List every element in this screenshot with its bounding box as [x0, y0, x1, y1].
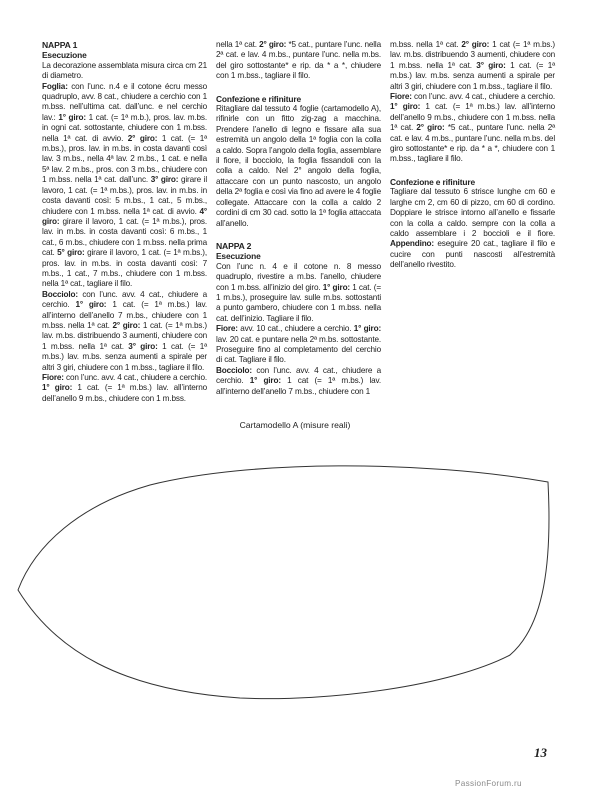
step-text: Tagliare dal tessuto 6 strisce lunghe cm 60 e larghe cm 2, cm 60 di pizzo, cm 60 di cordino. Doppiare le strisce intorno all’anello e fissarle con la colla a caldo. sempre con la colla a caldo assemblare i 2 boccioli e il fiore. — [390, 187, 555, 238]
bocciolo-paragraph — [42, 290, 207, 373]
step-label: 2° giro: — [461, 40, 493, 49]
step-label: 3° giro: — [150, 175, 181, 185]
leaf-shape — [18, 466, 549, 699]
step-label: Fiore: — [390, 92, 414, 102]
step-label: 5° giro: — [57, 248, 88, 258]
step-label: 1° giro: — [322, 282, 353, 292]
step-text: 1 cat. (= 1ª m.bs.) lav. all’interno dell’anello 9 m.bs., chiudere con 1 m.bss. nella 1ª cat. — [390, 102, 556, 133]
step-label: 2° giro: — [112, 320, 143, 330]
step-label: 3° giro: — [476, 60, 511, 70]
confezione-paragraph-right — [390, 187, 555, 270]
continued-bold: 2° giro: — [259, 40, 289, 49]
step-text: 1 cat. (= 1ª m.bs.) lav. m.bs. senza aumenti a spirale per altri 3 giri, chiudere con 1 m.bss., tagliare il filo. — [390, 60, 556, 91]
foglia-paragraph — [42, 82, 207, 290]
step-text: 1 cat. (= 1ª m.bs.) lav. all’interno dell’anello 9 m.bs., chiudere con 1 m.bss. — [42, 383, 208, 403]
column-right — [390, 40, 555, 271]
step-label: 2° giro: — [416, 123, 448, 133]
step-label: Foglia: — [42, 81, 72, 91]
subsection-esecuzione-2: Esecuzione — [216, 251, 261, 262]
step-label: 1° giro: — [75, 300, 113, 310]
step-text: 1 cat. (= 1ª m.bs.) lav. all’interno dell’anello 7 m.bs., chiudere con 1 m.bss. nella 1ª cat. — [42, 300, 207, 330]
step-label: 1° giro: — [58, 112, 89, 122]
step-text: eseguire 20 cat., tagliare il filo e cucire con punti nascosti all’estremità dell’anello rivestito. — [390, 239, 555, 270]
continued-text: nella 1ª cat. — [216, 40, 260, 49]
step-text: avv. 10 cat., chiudere a cerchio. — [240, 324, 354, 334]
watermark: PassionForum.ru — [455, 779, 522, 788]
step-text: con l’unc. avv. 4 cat., chiudere a cerchio. — [216, 365, 381, 386]
step-text: 1 cat. (= 1ª m.bs.) lav. m.bs. senza aumenti a spirale per altri 3 giri, chiudere con 1 m.bss., tagliare il filo. — [42, 341, 208, 372]
fiore2-paragraph — [216, 324, 381, 366]
step-text: 1 cat (= 1ª m.bs.) lav. all’interno dell’anello 7 m.bs., chiudere con 1 — [216, 376, 381, 396]
column-left — [42, 40, 207, 404]
step-text: con l’unc. avv. 4 cat., chiudere a cerchio. — [414, 92, 555, 102]
section-title-nappa-1: NAPPA 1 — [42, 40, 78, 50]
step-text: Con l’unc n. 4 e il cotone n. 8 messo quadruplo, rivestire a m.bs. l’anello, chiudere con 1 m.bss. all’inizio del giro. — [216, 261, 381, 292]
fiore-paragraph-right — [390, 92, 555, 165]
leaf-pattern-outline — [0, 440, 590, 740]
step-label: 3° giro: — [128, 341, 163, 351]
intro2-paragraph — [216, 262, 381, 324]
step-text: 1 cat. (= 1 m.bs.), proseguire lav. sulle m.bs. sottostanti a punto gambero, chiudere con 1 m.bss. nella cat. dell’inizio. Tagliare il filo. — [216, 282, 381, 323]
step-label: 4° giro: — [42, 206, 207, 226]
bocciolo2-paragraph — [216, 366, 381, 397]
pattern-caption: Cartamodello A (misure reali) — [239, 420, 351, 430]
step-label: 1° giro: — [353, 324, 382, 334]
step-text: con l’unc. avv. 4 cat., chiudere a cerchio. — [42, 289, 207, 310]
confezione-title-right: Confezione e rifiniture — [390, 176, 475, 187]
step-label: Bocciolo: — [42, 289, 83, 299]
step-label: 2° giro: — [127, 133, 162, 143]
step-text: 1 cat. (= 1ª m.bs.), pros. lav. in m.bs. in costa davanti così lav. 3 m.bs., nella 4ª lav. 2 m.bs., 1 cat. e nella 5ª lav. 2 m.bs., pros. con 3 m.bs., chiudere con 1 m.bss. nella 1ª cat. dall’unc. — [42, 133, 207, 185]
step-text: con l’unc. avv. 4 cat., chiudere a cerchio. — [66, 373, 207, 382]
step-text: 1 cat. (= 1ª m.bs.) lav. m.bs. distribuendo 3 aumenti, chiudere con 1 m.bss. nella 1ª cat. — [42, 320, 208, 351]
step-text: lav. 20 cat. e puntare nella 2ª m.bs. sottostante. Proseguire fino al completamento del cerchio di cat. Tagliare il filo. — [216, 334, 381, 365]
step-label: Appendino: — [390, 239, 438, 249]
step-text: m.bss. nella 1ª cat. — [390, 40, 462, 49]
step-text: girare il lavoro, 1 cat. (= 1ª m.bs.), pros. lav. in m.bs. in costa davanti così: 7 m.bs., 1 cat., 7 m.bs., chiudere con 1 m.bss. nella 1ª cat., tagliare il filo. — [42, 248, 207, 289]
continued-paragraph-right — [390, 40, 555, 92]
continued-paragraph — [216, 40, 381, 82]
continued-text-2: *5 cat., puntare l’unc. nella 2ª cat. e lav. 4 m.bs., puntare l’unc. nella m.bs. del giro sottostante* e rip. da * a *, chiudere con 1 m.bss., tagliare il filo. — [216, 40, 381, 81]
step-text: girare il lavoro, 1 cat. (= 1ª m.bs.), pros. lav. in m.bs. in costa davanti così: 6 m.bs., 1 cat., 6 m.bs., chiudere con 1 m.bss. nella prima cat. — [42, 216, 207, 258]
step-text: con l’unc. n.4 e il cotone écru messo quadruplo, avv. 8 cat., chiudere a cerchio con 1 m.bss. nell’ultima cat. dall’unc. e nel cerchio lav.: — [42, 81, 207, 122]
step-text: 1 cat. (= 1ª m.b.), pros. lav. m.bs. in ogni cat. sottostante, chiudere con 1 m.bss. nella 1ª cat. di avvio. — [42, 112, 207, 143]
column-middle — [216, 40, 381, 397]
step-label: Fiore: — [216, 324, 241, 334]
step-label: 1° giro: — [42, 383, 78, 393]
confezione-paragraph: Ritagliare dal tessuto 4 foglie (cartamodello A), rifinirle con un fitto zig-zag a macchina. Prendere l’anello di legno e fissare alla sua estremità un angolo della 1ª foglia con la colla a caldo. Sopra l’angolo della foglia, assemblare il fiore, il bocciolo, la foglia fissandoli con la colla a caldo. Nel 2° angolo della foglia, attaccare con un punto nascosto, un angolo della 2ª foglia e così via fino ad avere le 4 foglie collegate. Attaccare con la colla a caldo 2 cordini di cm 30 cad. sotto la 1ª foglia attaccata all’anello. — [216, 104, 382, 228]
step-label: Fiore: — [42, 373, 66, 382]
confezione-title: Confezione e rifiniture — [216, 93, 301, 104]
section-title-nappa-2: NAPPA 2 — [216, 240, 252, 251]
page-number: 13 — [534, 745, 547, 760]
intro-paragraph: La decorazione assemblata misura circa cm 21 di diametro. — [42, 60, 207, 81]
step-label: 1° giro: — [390, 102, 426, 112]
subsection-esecuzione: Esecuzione — [42, 50, 87, 61]
step-text: *5 cat., puntare l’unc. nella 2ª cat. e lav. 4 m.bs., puntare l’unc. nella m.bs. del giro sottostante* e rip. da * a *, chiudere con 1 m.bss., tagliare il filo. — [390, 123, 555, 164]
step-label: 1° giro: — [249, 376, 288, 386]
step-text: girare il lavoro, 1 cat. (= 1ª m.bs.), pros. lav. in m.bs. in costa davanti così: 5 m.bs., 1 cat., 5 m.bs., chiudere con 1 m.bss. nella 1ª cat. di avvio. — [42, 175, 208, 216]
step-text: 1 cat (= 1ª m.bs.) lav. m.bs. distribuendo 3 aumenti, chiudere con 1 m.bss. nella 1ª cat. — [390, 40, 556, 70]
fiore-paragraph — [42, 373, 207, 404]
step-label: Bocciolo: — [216, 365, 257, 375]
